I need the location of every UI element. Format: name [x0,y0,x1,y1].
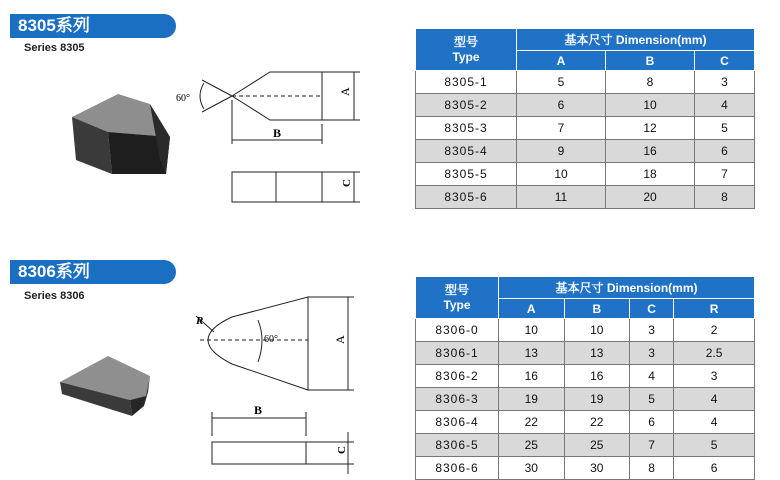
series-8306-subtitle: Series 8306 [24,290,85,302]
table-row: 8306-2 16 16 4 3 [416,365,755,388]
table-row: 8306-0 10 10 3 2 [416,319,755,342]
dim-b-label-8306: B [254,403,263,417]
col-header-a: A [517,51,606,71]
col-header-r: R [674,299,755,319]
spec-table-8306 [415,276,755,480]
table-row: 8306-3 19 19 5 4 [416,388,755,411]
type-header: 型号 Type [416,29,517,71]
table-row: 8305-2 6 10 4 [416,94,755,117]
table-row: 8305-1 5 8 3 [416,71,755,94]
dim-c-label-8305: C [341,179,353,187]
dimension-header: 基本尺寸 Dimension(mm) [499,277,755,299]
table-row: 8306-4 22 22 6 4 [416,411,755,434]
dimension-header: 基本尺寸 Dimension(mm) [517,29,755,51]
dim-a-label-8305: A [338,87,352,96]
series-8305-subtitle: Series 8305 [24,42,85,54]
col-header-b: B [606,51,695,71]
series-8305-title: 8305系列 [18,16,90,35]
angle-label-8305: 60° [176,93,190,104]
table-row: 8305-3 7 12 5 [416,117,755,140]
dim-r-label-8306: R [196,315,204,327]
table-row: 8305-6 11 20 8 [416,186,755,209]
table-row: 8305-5 10 18 7 [416,163,755,186]
col-header-c: C [695,51,755,71]
table-row: 8306-6 30 30 8 6 [416,457,755,480]
series-8306-title: 8306系列 [18,262,90,281]
col-header-a: A [499,299,565,319]
dim-a-label-8306: A [333,335,347,344]
dim-c-label-8306: C [336,446,348,454]
dim-b-label-8305: B [273,126,282,140]
type-header: 型号 Type [416,277,499,319]
col-header-b: B [564,299,630,319]
table-row: 8306-1 13 13 3 2.5 [416,342,755,365]
table-row: 8306-5 25 25 7 5 [416,434,755,457]
angle-label-8306: 60° [264,334,278,345]
table-row: 8305-4 9 16 6 [416,140,755,163]
col-header-c: C [630,299,674,319]
